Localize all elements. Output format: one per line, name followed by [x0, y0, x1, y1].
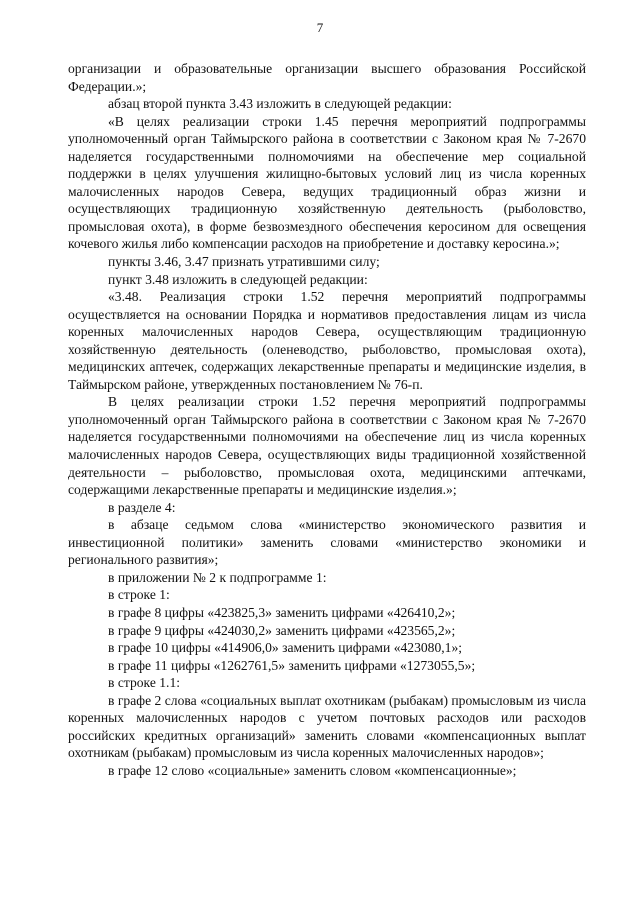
paragraph: абзац второй пункта 3.43 изложить в следующей редакции: [108, 96, 452, 112]
document-body [68, 60, 586, 779]
paragraph: в графе 10 цифры «414906,0» заменить цифрами «423080,1»; [108, 640, 463, 656]
paragraph: «В целях реализации строки 1.45 перечня мероприятий подпрограммы уполномоченный орган Таймырского района в соответствии с Законом края № 7-2670 наделяется государственными полномочиями на обеспечение мер социальной поддержки в целях улучшения жилищно-бытовых условий лиц из числа коренных малочисленных народов Севера, ведущих традиционный образ жизни и осуществляющих традиционную хозяйственную деятельность (рыболовство, промысловая охота), в форме безвозмездного обеспечения керосином для освещения кочевого жилья либо компенсации расходов на приобретение и доставку керосина.»; [68, 113, 586, 252]
paragraph: в приложении № 2 к подпрограмме 1: [108, 569, 327, 585]
paragraph: В целях реализации строки 1.52 перечня мероприятий подпрограммы уполномоченный орган Таймырского района в соответствии с Законом края № 7-2670 наделяется государственными полномочиями на обеспечение лиц из числа коренных малочисленных народов Севера, осуществляющих виды традиционной хозяйственной деятельности – рыболовство, промысловая охота, медицинскими аптечками, содержащими лекарственные препараты и медицинские изделия.»; [68, 394, 586, 498]
paragraph: в строке 1: [108, 587, 170, 603]
paragraph: в абзаце седьмом слова «министерство экономического развития и инвестиционной политики» заменить словами «министерство экономики и регионального развития»; [68, 517, 586, 568]
paragraph: в графе 9 цифры «424030,2» заменить цифрами «423565,2»; [108, 622, 456, 638]
paragraph: в строке 1.1: [108, 675, 181, 691]
paragraph: «3.48. Реализация строки 1.52 перечня мероприятий подпрограммы осуществляется на основании Порядка и нормативов предоставления лицам из числа коренных малочисленных народов Севера, осуществляющим традиционную хозяйственную деятельность (оленеводство, рыболовство, промысловая охота), медицинских аптечек, содержащих лекарственные препараты и медицинские изделия, в Таймырском районе, утвержденных постановлением № 76-п. [68, 289, 586, 392]
paragraph: в графе 8 цифры «423825,3» заменить цифрами «426410,2»; [108, 604, 456, 620]
paragraph: в разделе 4: [108, 499, 176, 515]
page-number: 7 [316, 20, 324, 35]
paragraph: в графе 11 цифры «1262761,5» заменить цифрами «1273055,5»; [108, 657, 476, 673]
paragraph: в графе 2 слова «социальных выплат охотникам (рыбакам) промысловым из числа коренных малочисленных народов с учетом почтовых расходов или расходов российских кредитных организаций» заменить словами «компенсационных выплат охотникам (рыбакам) промысловым из числа коренных малочисленных народов»; [68, 692, 586, 761]
paragraph: организации и образовательные организации высшего образования Российской Федерации.»; [68, 61, 586, 94]
paragraph: пункт 3.48 изложить в следующей редакции: [108, 271, 368, 287]
paragraph: в графе 12 слово «социальные» заменить словом «компенсационные»; [108, 762, 517, 778]
paragraph: пункты 3.46, 3.47 признать утратившими силу; [108, 254, 380, 270]
